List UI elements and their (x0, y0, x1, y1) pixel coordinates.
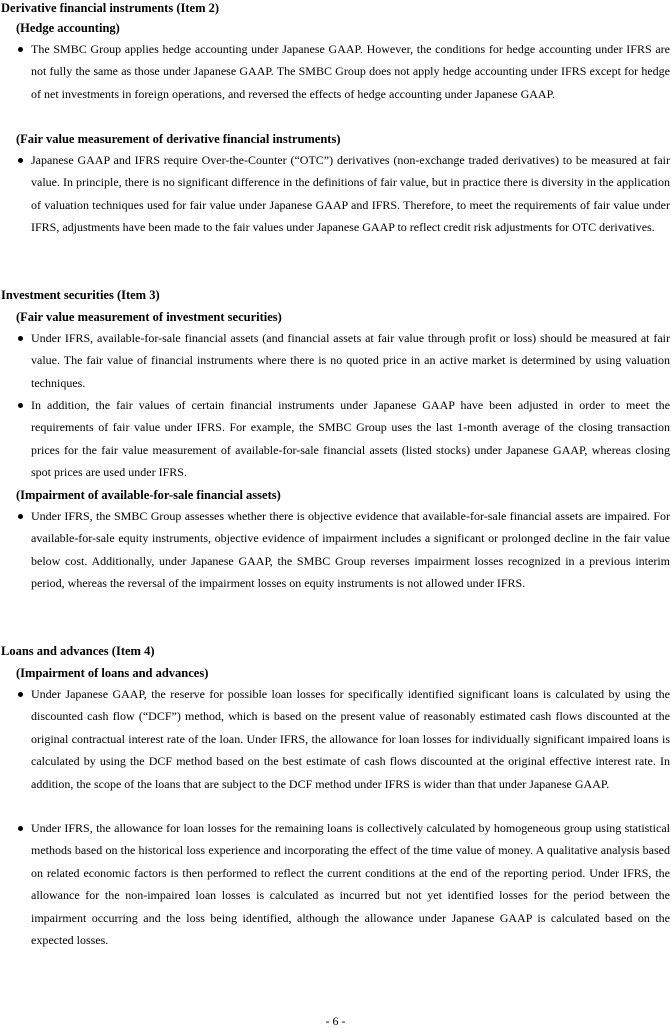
bullet-icon (18, 158, 23, 163)
bullet-text: Under IFRS, available-for-sale financial assets (and financial assets at fair value through profit or loss) should be measured at fair value. The fair value of financial instruments where there is no quoted price in an active market is determined by using valuation techniques. (31, 331, 670, 390)
section-heading-investment-securities: Investment securities (Item 3) (1, 288, 160, 302)
bullet-text: Under Japanese GAAP, the reserve for possible loan losses for specifically identified significant loans is calculated by using the discounted cash flow (“DCF”) method, which is based on the present value of reasonably estimated cash flows discounted at the original contractual interest rate of the loan. Under IFRS, the allowance for loan losses for individually significant impaired loans is calculated by using the DCF method based on the best estimate of cash flows discounted at the original effective interest rate. In addition, the scope of the loans that are subject to the DCF method under IFRS is wider than that under Japanese GAAP. (31, 687, 670, 791)
bullet-icon (18, 403, 23, 408)
bullet-text: Under IFRS, the allowance for loan losses for the remaining loans is collectively calculated by homogeneous group using statistical methods based on the historical loss experience and incorporating the effect of the time value of money. A qualitative analysis based on related economic factors is then performed to reflect the current conditions at the end of the reporting period. Under IFRS, the allowance for the non-impaired loan losses is calculated as incurred but not yet identified losses for the period between the impairment occurring and the loss being identified, although the allowance under Japanese GAAP is calculated based on the expected losses. (31, 821, 670, 948)
subheading-impairment-afs: (Impairment of available-for-sale financial assets) (16, 488, 281, 502)
bullet-icon (18, 692, 23, 697)
subheading-fair-value-investment: (Fair value measurement of investment securities) (16, 310, 282, 324)
bullet-icon (18, 826, 23, 831)
bullet-icon (18, 47, 23, 52)
page-number: - 6 - (325, 1014, 346, 1028)
subheading-impairment-loans: (Impairment of loans and advances) (16, 666, 209, 680)
bullet-text: In addition, the fair values of certain financial instruments under Japanese GAAP have been adjusted in order to meet the requirements of fair value under IFRS. For example, the SMBC Group uses the last 1-month average of the closing transaction prices for the fair value measurement of available-for-sale financial assets (listed stocks) under Japanese GAAP, whereas closing spot prices are used under IFRS. (31, 398, 670, 480)
section-heading-derivatives: Derivative financial instruments (Item 2) (1, 1, 220, 15)
subheading-fair-value-derivatives: (Fair value measurement of derivative financial instruments) (16, 132, 341, 146)
bullet-text: Japanese GAAP and IFRS require Over-the-Counter (“OTC”) derivatives (non-exchange traded derivatives) to be measured at fair value. In principle, there is no significant difference in the definitions of fair value, but in practice there is diversity in the application of valuation techniques used for fair value under Japanese GAAP and IFRS. Therefore, to meet the requirements of fair value under IFRS, adjustments have been made to the fair values under Japanese GAAP to reflect credit risk adjustments for OTC derivatives. (31, 153, 670, 235)
section-heading-loans: Loans and advances (Item 4) (1, 644, 155, 658)
subheading-hedge-accounting: (Hedge accounting) (16, 21, 120, 35)
bullet-icon (18, 336, 23, 341)
bullet-icon (18, 514, 23, 519)
bullet-text: Under IFRS, the SMBC Group assesses whether there is objective evidence that available-for-sale financial assets are impaired. For available-for-sale equity instruments, objective evidence of impairment includes a significant or prolonged decline in the fair value below cost. Additionally, under Japanese GAAP, the SMBC Group reverses impairment losses recognized in a previous interim period, whereas the reversal of the impairment losses on equity instruments is not allowed under IFRS. (31, 509, 670, 591)
bullet-text: The SMBC Group applies hedge accounting under Japanese GAAP. However, the conditions for hedge accounting under IFRS are not fully the same as those under Japanese GAAP. The SMBC Group does not apply hedge accounting under IFRS except for hedge of net investments in foreign operations, and reversed the effects of hedge accounting under Japanese GAAP. (31, 42, 670, 101)
